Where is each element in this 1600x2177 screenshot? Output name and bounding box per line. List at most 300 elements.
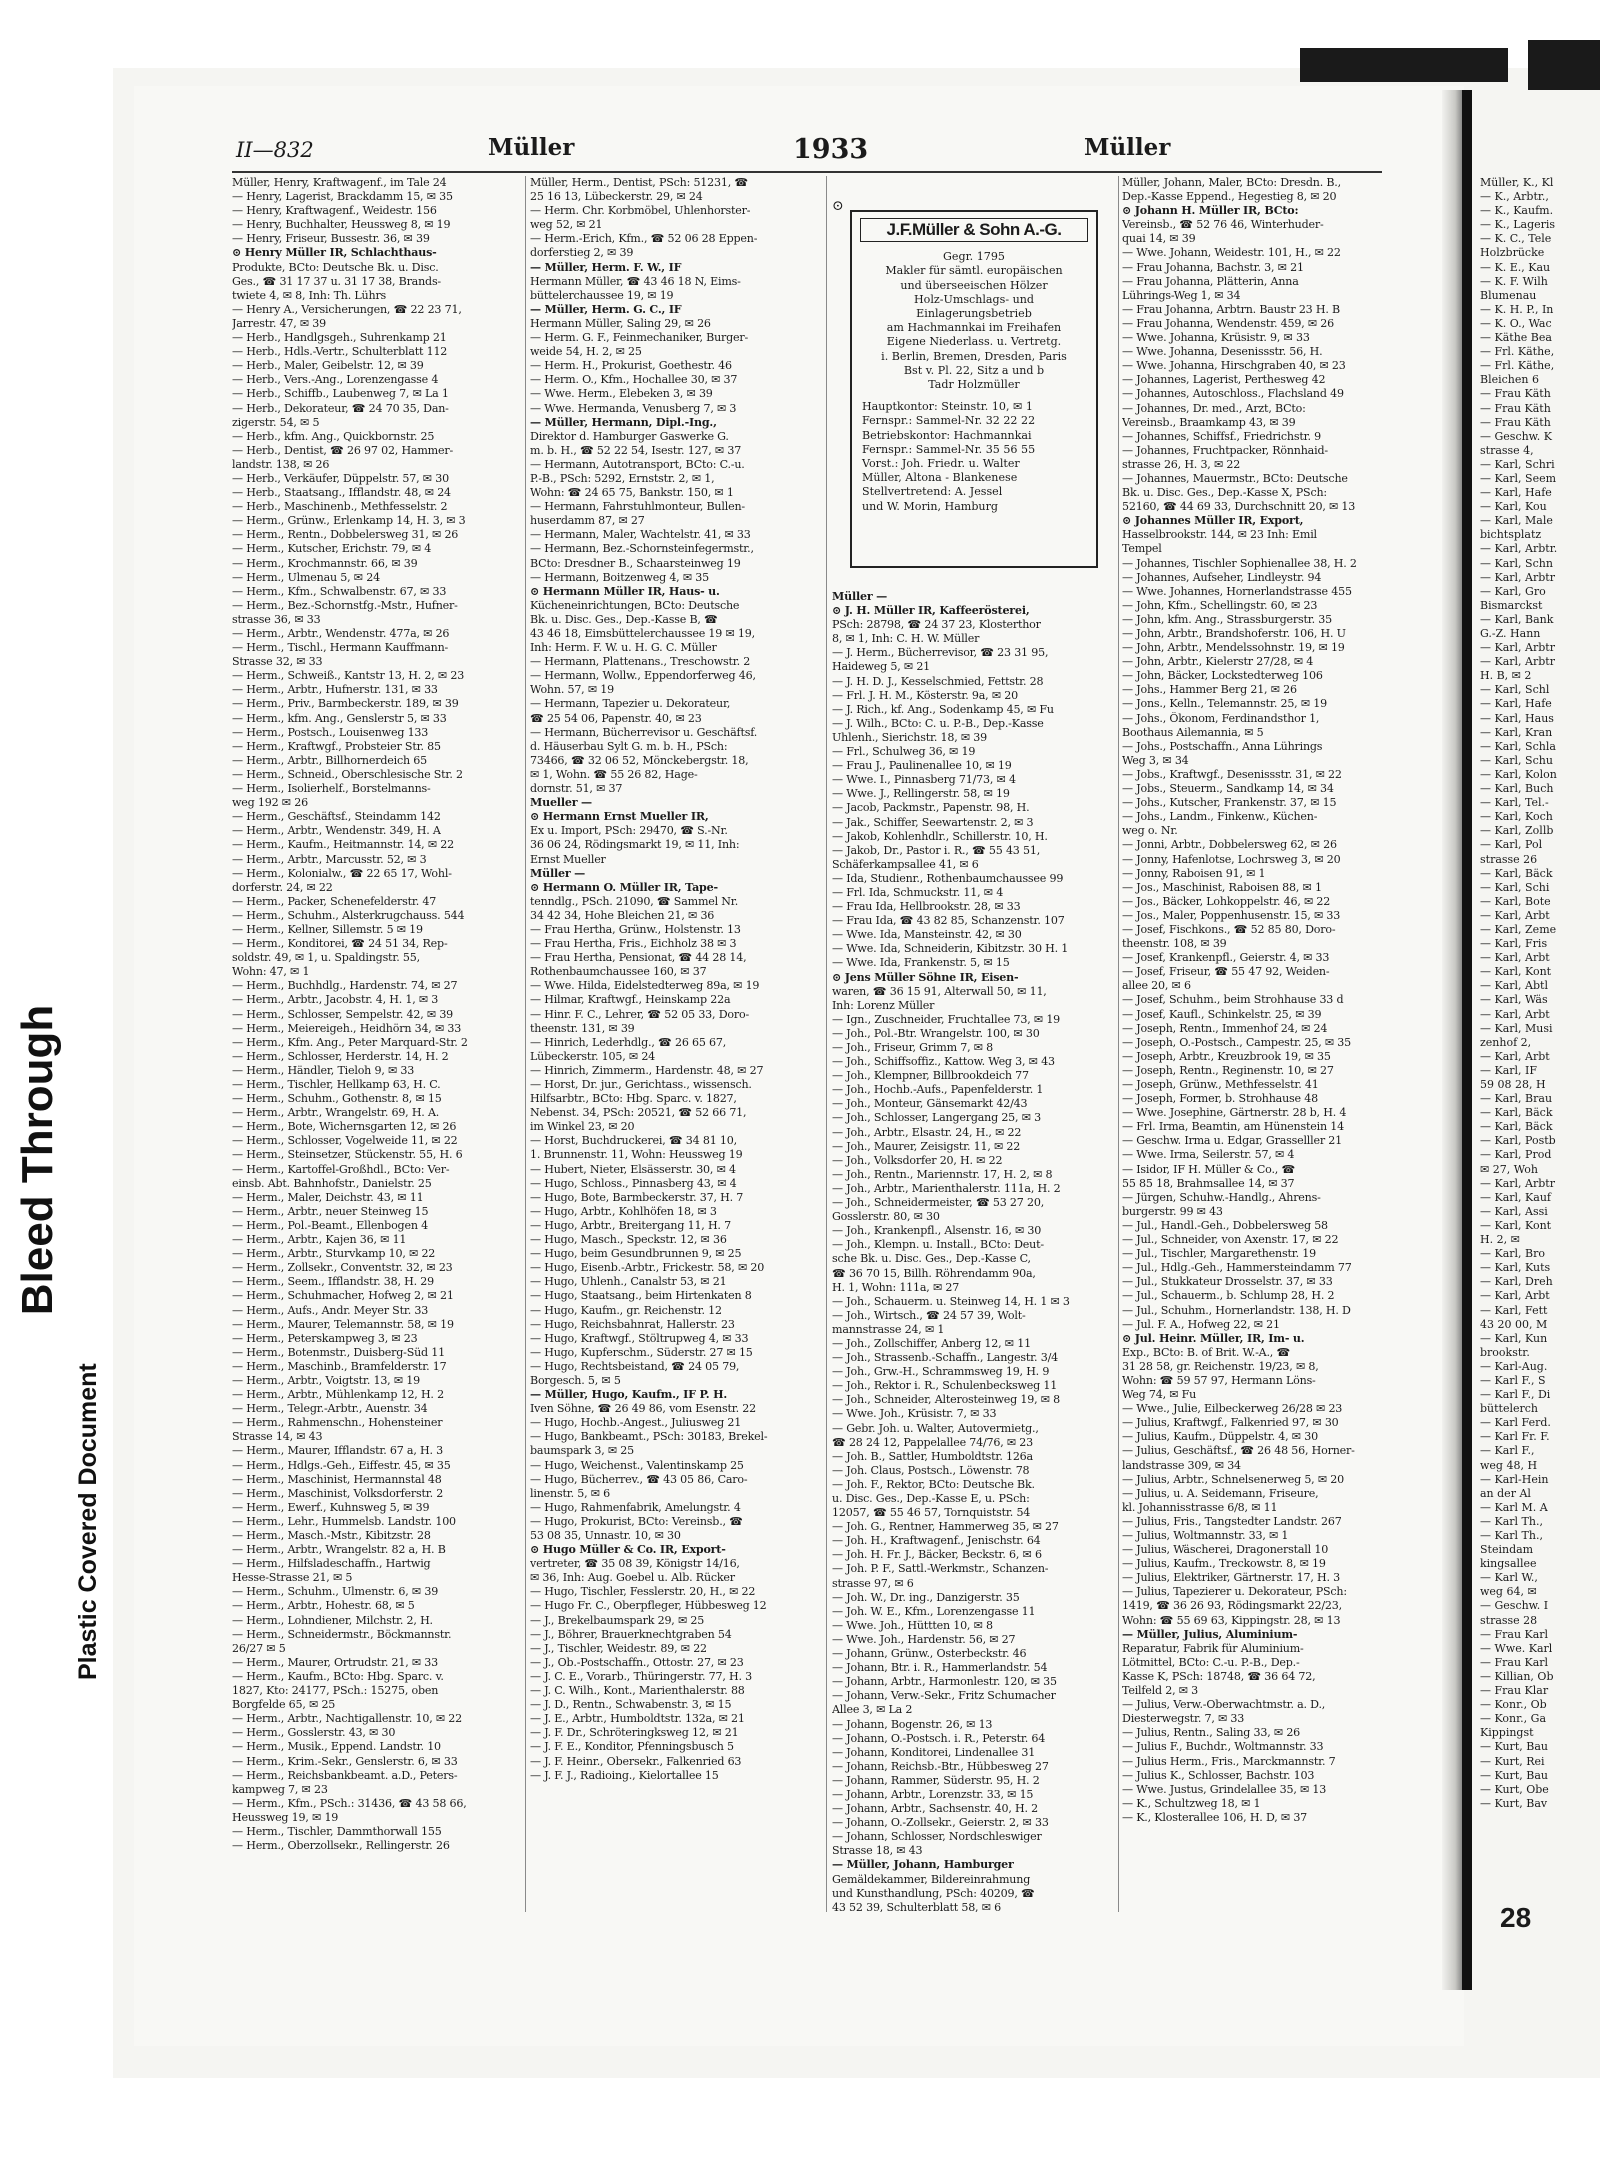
directory-entry-line: — Wwe. I., Pinnasberg 71/73, ✉ 4 [832,773,1016,787]
adjacent-page-line: — Karl, Schu [1480,753,1553,767]
directory-entry-line: — Wwe. Johann, Weidestr. 101, H., ✉ 22 [1122,246,1341,260]
directory-entry-line: — Herm., Kfm., PSch.: 31436, ☎ 43 58 66, [232,1796,467,1810]
directory-entry-line: — Frau Johanna, Wendenstr. 459, ✉ 26 [1122,316,1335,330]
directory-entry-line: — J., Tischler, Weidestr. 89, ✉ 22 [530,1641,707,1655]
ad-line: Tadr Holzmüller [928,378,1020,392]
directory-entry-line: tenndlg., PSch. 21090, ☎ Sammel Nr. [530,894,739,908]
side-label-line2: Plastic Covered Document [74,1363,102,1680]
directory-entry-line: — Hugo, Bankbeamt., PSch: 30183, Brekel- [530,1430,768,1444]
directory-entry-line: — Herm., Schneidermstr., Böckmannstr. [232,1627,452,1641]
directory-entry-line: — Wwe. Josephine, Gärtnerstr. 28 b, H. 4 [1122,1106,1347,1120]
directory-entry-line: Vereinsb., ☎ 52 76 46, Winterhuder- [1122,218,1324,232]
directory-column-2 [530,176,818,1912]
directory-entry-line: — Frau Johanna, Arbtrn. Baustr 23 H. B [1122,302,1340,316]
adjacent-page-line: — Frau Karl [1480,1655,1549,1669]
directory-entry-line: — Hubert, Nieter, Elsässerstr. 30, ✉ 4 [530,1162,736,1176]
directory-entry-line: — Hinrich, Lederhdlg., ☎ 26 65 67, [530,1035,727,1049]
directory-entry-line: — Hermann, Wollw., Eppendorferweg 46, [530,669,756,683]
directory-entry-line: — Joh., Monteur, Gänsemarkt 42/43 [832,1097,1028,1111]
directory-entry-line: — Frl. Ida, Schmuckstr. 11, ✉ 4 [832,885,1004,899]
adjacent-page-line: — Karl, Haus [1480,711,1554,725]
directory-entry-line: 1827, Kto: 24177, PSch.: 15275, oben [232,1684,439,1698]
directory-entry-line: — J. Wilh., BCto: C. u. P.-B., Dep.-Kasse [832,716,1044,730]
directory-entry-line: ☎ 36 70 15, Billh. Röhrendamm 90a, [832,1266,1036,1280]
directory-entry-line: — Josef, Schuhm., beim Strohhause 33 d [1122,993,1344,1007]
directory-entry-line: — Jul., Tischler, Margarethenstr. 19 [1122,1247,1316,1261]
adjacent-page-line: — Karl Th., [1480,1514,1543,1528]
directory-entry-line: — Johann, Rammer, Süderstr. 95, H. 2 [832,1773,1040,1787]
directory-entry-line: — Herm., Ewerf., Kuhnsweg 5, ✉ 39 [232,1500,430,1514]
ad-marker-icon: ⊙ [832,198,844,214]
directory-entry-line: — Herm., Zollsekr., Conventstr. 32, ✉ 23 [232,1261,453,1275]
directory-entry-line: — Hugo, Arbtr., Breitergang 11, H. 7 [530,1218,731,1232]
adjacent-page-line: — Karl, Arbtr [1480,641,1555,655]
directory-entry-line: — Hugo, Kaufm., gr. Reichenstr. 12 [530,1303,722,1317]
directory-entry-line: — Herm., Peterskampweg 3, ✉ 23 [232,1331,418,1345]
adjacent-page-line: — Kurt, Bav [1480,1796,1548,1810]
directory-entry-line: — Jak., Schiffer, Seewartenstr. 2, ✉ 3 [832,815,1034,829]
directory-entry-line: Iven Söhne, ☎ 26 49 86, vom Esenstr. 22 [530,1402,756,1416]
ad-line: Holz-Umschlags- und [913,292,1035,306]
directory-entry-line: soldstr. 49, ✉ 1, u. Spaldingstr. 55, [232,951,420,965]
directory-entry-line: — Wwe. Johanna, Desenissstr. 56, H. [1122,345,1323,359]
directory-entry-line: Inh: Herm. F. W. u. H. G. C. Müller [530,641,717,655]
directory-entry-line: — Joh. Claus, Postsch., Löwenstr. 78 [832,1463,1030,1477]
directory-entry-line: dornstr. 51, ✉ 37 [530,782,623,796]
directory-entry-line: Kücheneinrichtungen, BCto: Deutsche [530,598,740,612]
directory-entry-line: — Jürgen, Schuhw.-Handlg., Ahrens- [1122,1190,1321,1204]
directory-entry-line: — Josef, Fischkons., ☎ 52 85 80, Doro- [1122,922,1336,936]
adjacent-page-line: — K., Lageris [1480,218,1556,232]
directory-entry-line: Reparatur, Fabrik für Aluminium- [1122,1641,1304,1655]
directory-entry-line: — Joh., Schneidermeister, ☎ 53 27 20, [832,1196,1045,1210]
directory-entry-line: — Joh. W., Dr. ing., Danzigerstr. 35 [832,1590,1020,1604]
directory-entry-line: — Herm., Schlosser, Herderstr. 14, H. 2 [232,1049,449,1063]
directory-entry-line: Produkte, BCto: Deutsche Bk. u. Disc. [232,260,439,274]
adjacent-page-line: — Karl, Fett [1480,1303,1548,1317]
directory-entry-line: 43 46 18, Eimsbüttelerchaussee 19 ✉ 19, [530,627,755,640]
adjacent-page-line: — Karl W., [1480,1571,1538,1585]
directory-entry-line: Wohn: ☎ 24 65 75, Bankstr. 150, ✉ 1 [530,486,734,500]
directory-entry-line: — Wwe. J., Rellingerstr. 58, ✉ 19 [832,787,1010,801]
adjacent-page-line: — K. O., Wac [1480,316,1552,330]
directory-entry-line: — Herm., Kutscher, Erichstr. 79, ✉ 4 [232,542,432,556]
adjacent-page-line: — Karl, Bäck [1480,1120,1553,1134]
adjacent-page-line: — Karl, Bäck [1480,866,1553,880]
directory-entry-line: — Herm., Ulmenau 5, ✉ 24 [232,570,380,584]
directory-entry-line: — Johannes, Autoschloss., Flachsland 49 [1122,387,1344,401]
directory-entry-line: — Josef, Krankenpfl., Geierstr. 4, ✉ 33 [1122,951,1330,965]
directory-entry-line: 12057, ☎ 55 46 57, Tornquiststr. 54 [832,1506,1031,1520]
adjacent-page-line: — Karl Ferd. [1480,1416,1551,1430]
ad-contact [852,400,1096,514]
adjacent-page-line: — Kurt, Bau [1480,1768,1548,1782]
adjacent-page-line: zenhof 2, [1480,1035,1532,1049]
directory-entry-line: Wohn: ☎ 59 57 97, Hermann Löns- [1122,1373,1316,1387]
directory-column-4 [1122,176,1410,1912]
directory-entry-line: — Josef, Kaufl., Schinkelstr. 25, ✉ 39 [1122,1007,1322,1021]
directory-entry-line: — John, Arbtr., Mendelssohnstr. 19, ✉ 19 [1122,641,1345,655]
ad-description [852,250,1096,392]
directory-entry-line: 1. Brunnenstr. 11, Wohn: Heussweg 19 [530,1148,743,1162]
page-gutter-shadow [1442,90,1464,1990]
directory-entry-line: Müller, Herm., Dentist, PSch: 51231, ☎ [530,176,749,189]
directory-entry-line: — Henry A., Versicherungen, ☎ 22 23 71, [232,302,462,316]
adjacent-page-line: — Frau Klar [1480,1684,1549,1698]
directory-entry-line: — Herm. O., Kfm., Hochallee 30, ✉ 37 [530,373,738,387]
directory-entry-line: — Johs., Hammer Berg 21, ✉ 26 [1122,683,1297,697]
column-divider [826,176,827,1912]
directory-entry-line: ⊙ Henry Müller IR, Schlachthaus- [232,246,437,260]
page-gutter-binding [1462,90,1472,1990]
adjacent-page-line: — Kurt, Rei [1480,1754,1545,1768]
directory-entry-line: — Joseph, Arbtr., Kreuzbrook 19, ✉ 35 [1122,1049,1331,1063]
directory-entry-line: Teilfeld 2, ✉ 3 [1122,1684,1199,1698]
directory-entry-line: — Herm., Hilfsladeschaffn., Hartwig [232,1557,431,1571]
directory-entry-line: — Jacob, Packmstr., Papenstr. 98, H. [832,801,1030,815]
directory-entry-line: — Johann, Btr. i. R., Hammerlandstr. 54 [832,1661,1048,1675]
directory-entry-line: — Herm., Rahmenschn., Hohensteiner [232,1416,443,1430]
directory-entry-line: — J. Rich., kf. Ang., Sodenkamp 45, ✉ Fu [832,702,1054,716]
directory-entry-line: — Frl. J. H. M., Kösterstr. 9a, ✉ 20 [832,688,1018,702]
directory-entry-line: — Frl., Schulweg 36, ✉ 19 [832,745,976,759]
directory-entry-line: — Frau Hertha, Fris., Eichholz 38 ✉ 3 [530,937,737,951]
ad-line: Bst v. Pl. 22, Sitz a und b [903,363,1045,377]
directory-entry-line: ⊙ Hermann Ernst Mueller IR, [530,810,709,824]
directory-entry-line: — Müller, Johann, Hamburger [832,1858,1014,1872]
directory-entry-line: — Herm., Maler, Deichstr. 43, ✉ 11 [232,1190,424,1204]
directory-entry-line: u. Disc. Ges., Dep.-Kasse E, u. PSch: [832,1492,1030,1505]
directory-entry-line: Bk. u. Disc. Ges., Dep.-Kasse B, ☎ [530,612,718,626]
adjacent-page-line: — Karl, Male [1480,514,1553,528]
directory-entry-line: — Müller, Julius, Aluminium- [1122,1627,1298,1641]
adjacent-page-line: — Karl, Seem [1480,471,1557,485]
directory-entry-line: — Hermann, Maler, Wachtelstr. 41, ✉ 33 [530,528,751,542]
directory-entry-line: — Frau Hertha, Pensionat, ☎ 44 28 14, [530,951,747,965]
directory-entry-line: — Herm., Pol.-Beamt., Ellenbogen 4 [232,1218,428,1232]
directory-entry-line: ⊙ Jens Müller Söhne IR, Eisen- [832,970,1019,984]
adjacent-page-line: — Karl, Arbt [1480,908,1550,922]
directory-entry-line: — Jonny, Hafenlotse, Lochrsweg 3, ✉ 20 [1122,852,1341,866]
directory-entry-line: — Herm., Bote, Wichernsgarten 12, ✉ 26 [232,1120,457,1134]
adjacent-page-line: — Karl, Hafe [1480,486,1552,500]
directory-entry-line: — Wwe., Julie, Eilbeckerweg 26/28 ✉ 23 [1122,1402,1343,1416]
directory-entry-line: Ernst Mueller [530,852,606,866]
directory-entry-line: m. b. H., ☎ 52 22 54, Isestr. 127, ✉ 37 [530,443,742,457]
directory-entry-line: — Wwe. Johannes, Hornerlandstrasse 455 [1122,584,1352,598]
directory-entry-line: — Julius, Verw.-Oberwachtmstr. a. D., [1122,1698,1326,1712]
ad-contact-line: Fernspr.: Sammel-Nr. 35 56 55 [862,442,1036,456]
adjacent-page-line: — Karl Fr. F. [1480,1430,1550,1444]
adjacent-page-line: — Karl Th., [1480,1529,1543,1542]
directory-entry-line: 34 42 34, Hohe Bleichen 21, ✉ 36 [530,908,715,922]
directory-entry-line: landstrasse 309, ✉ 34 [1122,1458,1241,1472]
directory-entry-line: — John, Bäcker, Lockstedterweg 106 [1122,669,1323,683]
directory-entry-line: — Herm., Kaufm., Heitmannstr. 14, ✉ 22 [232,838,454,852]
directory-entry-line: Ges., ☎ 31 17 37 u. 31 17 38, Brands- [232,274,441,288]
directory-entry-line: — Herm., Kellner, Sillemstr. 5 ✉ 19 [232,922,423,936]
directory-entry-line: Hesse-Strasse 21, ✉ 5 [232,1571,353,1585]
directory-entry-line: — Hugo Fr. C., Oberpfleger, Hübbesweg 12 [530,1599,767,1613]
directory-entry-line: Lötmittel, BCto: C.-u. P.-B., Dep.- [1122,1655,1300,1669]
directory-entry-line: — Horst, Dr. jur., Gerichtass., wissensch. [530,1078,752,1091]
directory-entry-line: — Frau Hertha, Grünw., Holstenstr. 13 [530,922,741,936]
directory-entry-line: — Frau Ida, ☎ 43 82 85, Schanzenstr. 107 [832,914,1065,928]
directory-entry-line: — Isidor, IF H. Müller & Co., ☎ [1122,1162,1296,1176]
adjacent-page-line: — Karl, Kuts [1480,1261,1551,1275]
directory-entry-line: — Frau Ida, Hellbrookstr. 28, ✉ 33 [832,900,1021,914]
adjacent-page-line: G.-Z. Hann [1480,627,1541,640]
directory-entry-line: — Wwe. Herm., Elebeken 3, ✉ 39 [530,387,713,401]
directory-entry-line: — Herb., Maler, Geibelstr. 12, ✉ 39 [232,359,424,373]
directory-entry-line: — Joh., Klempn. u. Install., BCto: Deut- [832,1238,1044,1252]
directory-entry-line: — Herm., Isolierhelf., Borstelmanns- [232,782,431,796]
directory-entry-line: — Herm., Maurer, Ifflandstr. 67 a, H. 3 [232,1444,443,1458]
directory-entry-line: — Wwe. Ida, Frankenstr. 5, ✉ 15 [832,956,1010,970]
directory-entry-line: — Johann, Reichsb.-Btr., Hübbesweg 27 [832,1759,1049,1773]
adjacent-page-line: 43 20 00, M [1480,1317,1548,1331]
directory-entry-line: P.-B., PSch: 5292, Ernststr. 2, ✉ 1, [530,471,715,485]
directory-entry-line: — Joh., Klempner, Billbrookdeich 77 [832,1069,1029,1083]
directory-entry-line: Direktor d. Hamburger Gaswerke G. [530,429,729,443]
adjacent-page-line: — Karl, Arbt [1480,1007,1550,1021]
adjacent-page-line: Steindam [1480,1543,1534,1557]
directory-entry-line: — Jul., Handl.-Geh., Dobbelersweg 58 [1122,1218,1328,1232]
directory-entry-line: — Herm., Maschinist, Volksdorferstr. 2 [232,1486,444,1500]
directory-entry-line: Ex u. Import, PSch: 29470, ☎ S.-Nr. [530,824,728,838]
directory-entry-line: Wohn. 57, ✉ 19 [530,683,614,697]
directory-entry-line: — Wwe. Justus, Grindelallee 35, ✉ 13 [1122,1782,1327,1796]
directory-entry-line: — Herm., Botenmstr., Duisberg-Süd 11 [232,1345,445,1359]
directory-entry-line: Inh: Lorenz Müller [832,998,935,1012]
directory-entry-line: Müller — [832,590,888,603]
directory-entry-line: 55 85 18, Brahmsallee 14, ✉ 37 [1122,1176,1295,1190]
adjacent-page-line: — Karl, Prod [1480,1148,1552,1162]
directory-entry-line: — Herm., Arbtr., Hohestr. 68, ✉ 5 [232,1599,415,1613]
directory-column-1 [232,176,516,1912]
directory-entry-line: — Joh., Wirtsch., ☎ 24 57 39, Wolt- [832,1308,1026,1322]
directory-entry-line: Kasse K, PSch: 18748, ☎ 36 64 72, [1122,1669,1316,1683]
page-footer-number: 28 [1500,1902,1532,1933]
directory-entry-line: — Herm., Meiereigeh., Heidhörn 34, ✉ 33 [232,1021,462,1035]
adjacent-page-line: — Wwe. Karl [1480,1641,1553,1655]
directory-entry-line: — Ign., Zuschneider, Fruchtallee 73, ✉ 19 [832,1012,1061,1026]
directory-entry-line: — J. D., Rentn., Schwabenstr. 3, ✉ 15 [530,1698,732,1712]
directory-entry-line: kl. Johannisstrasse 6/8, ✉ 11 [1122,1500,1278,1514]
directory-entry-line: landstr. 138, ✉ 26 [232,457,330,471]
directory-entry-line: — Joh., Schiffsoffiz., Kattow. Weg 3, ✉ 43 [832,1055,1055,1069]
adjacent-page-line: — K., Arbtr., [1480,190,1549,204]
directory-entry-line: — Müller, Hugo, Kaufm., IF P. H. [530,1388,728,1402]
directory-entry-line: — Hugo, Schloss., Pinnasberg 43, ✉ 4 [530,1176,737,1190]
directory-entry-line: Haideweg 5, ✉ 21 [832,660,931,674]
directory-entry-line: — Herm., Arbtr., Marcusstr. 52, ✉ 3 [232,852,427,866]
directory-entry-line: — Herm., Reichsbankbeamt. a.D., Peters- [232,1768,458,1782]
adjacent-page-line: — Karl, Assi [1480,1204,1548,1218]
directory-entry-line: Tempel [1122,542,1162,556]
adjacent-page-line: — Karl F., S [1480,1373,1546,1387]
directory-entry-line: ✉ 1, Wohn. ☎ 55 26 82, Hage- [530,767,698,781]
directory-entry-line: — Julius, Tapezierer u. Dekorateur, PSch: [1122,1585,1347,1599]
directory-entry-line: twiete 4, ✉ 8, Inh: Th. Lührs [232,288,387,302]
directory-entry-line: — Henry, Lagerist, Brackdamm 15, ✉ 35 [232,190,453,204]
directory-entry-line: — Joh. B., Sattler, Humboldtstr. 126a [832,1449,1033,1463]
adjacent-page-line: — K. F. Wilh [1480,274,1548,288]
directory-entry-line: — Hilmar, Kraftwgf., Heinskamp 22a [530,993,731,1007]
adjacent-page-line: kingsallee [1480,1557,1537,1571]
directory-entry-line: — Joseph, Grünw., Methfesselstr. 41 [1122,1078,1319,1091]
directory-entry-line: — Herm., Telegr.-Arbtr., Auenstr. 34 [232,1402,428,1416]
directory-entry-line: huserdamm 87, ✉ 27 [530,514,645,528]
directory-entry-line: 53 08 35, Unnastr. 10, ✉ 30 [530,1529,681,1542]
directory-entry-line: weide 54, H. 2, ✉ 25 [530,345,642,359]
directory-entry-line: Borgesch. 5, ✉ 5 [530,1373,621,1387]
adjacent-page-line: — K., Kaufm. [1480,204,1554,218]
directory-entry-line: — Herm., Tischler, Dammthorwall 155 [232,1824,442,1838]
directory-entry-line: — Joh., Rentn., Mariennstr. 17, H. 2, ✉ 8 [832,1167,1053,1181]
adjacent-page-line: — Killian, Ob [1480,1669,1554,1683]
adjacent-page-line: — Frau Käth [1480,401,1551,415]
adjacent-page-line: Blumenau [1480,288,1537,302]
adjacent-page-line: — Karl, Arbtr [1480,570,1555,584]
directory-entry-line: Müller, Johann, Maler, BCto: Dresdn. B., [1122,176,1341,189]
directory-entry-line: ⊙ Johannes Müller IR, Export, [1122,514,1304,528]
directory-entry-line: — Herm., Schlosser, Sempelstr. 42, ✉ 39 [232,1007,454,1021]
directory-entry-line: — J. Herm., Bücherrevisor, ☎ 23 31 95, [832,646,1049,660]
adjacent-page-line: — Konr., Ga [1480,1712,1547,1726]
directory-entry-line: — Geschw. Irma u. Edgar, Grasselller 21 [1122,1134,1343,1148]
directory-entry-line: — Herm., Buchhdlg., Hardenstr. 74, ✉ 27 [232,979,458,993]
ad-contact-line: Hauptkontor: Steinstr. 10, ✉ 1 [862,400,1033,414]
directory-entry-line: — Julius K., Schlosser, Bachstr. 103 [1122,1768,1315,1782]
directory-entry-line: — Herm., Geschäftsf., Steindamm 142 [232,810,441,824]
column-divider [525,176,526,1912]
directory-entry-line: Diesterwegstr. 7, ✉ 33 [1122,1712,1245,1726]
adjacent-page-line: Bleichen 6 [1480,373,1539,387]
adjacent-page-line: — Karl, Schi [1480,880,1550,894]
directory-entry-line: 25 16 13, Lübeckerstr. 29, ✉ 24 [530,190,703,204]
directory-entry-line: — Herm., Priv., Barmbeckerstr. 189, ✉ 39 [232,697,459,711]
directory-entry-line: — Hugo, Weichenst., Valentinskamp 25 [530,1458,744,1472]
directory-entry-line: — J. F. Dr., Schröteringksweg 12, ✉ 21 [530,1726,739,1740]
directory-entry-line: — Hugo, Bote, Barmbeckerstr. 37, H. 7 [530,1190,744,1204]
ad-line: i. Berlin, Bremen, Dresden, Paris [881,349,1067,363]
directory-entry-line: — Jobs., Steuerm., Sandkamp 14, ✉ 34 [1122,782,1334,796]
adjacent-page-line: — Karl, Buch [1480,782,1554,796]
directory-entry-line: — Johann, Arbtr., Lorenzstr. 33, ✉ 15 [832,1787,1034,1801]
directory-entry-line: — Wwe. Johanna, Krüsistr. 9, ✉ 33 [1122,331,1310,345]
directory-entry-line: baumspark 3, ✉ 25 [530,1444,634,1458]
directory-entry-line: — Johs., Kutscher, Frankenstr. 37, ✉ 15 [1122,796,1337,810]
directory-entry-line: — Jul. F. A., Hofweg 22, ✉ 21 [1122,1317,1280,1331]
adjacent-page-line: — Geschw. I [1480,1599,1549,1613]
directory-entry-line: Bk. u. Disc. Ges., Dep.-Kasse X, PSch: [1122,486,1327,500]
directory-entry-line: — J. H. D. J., Kesselschmied, Fettstr. 28 [832,674,1044,688]
directory-entry-line: — Herm., Konditorei, ☎ 24 51 34, Rep- [232,937,448,951]
directory-entry-line: Gosslerstr. 80, ✉ 30 [832,1210,940,1224]
directory-entry-line: — Joh. H. Fr. J., Bäcker, Beckstr. 6, ✉ 6 [832,1548,1042,1562]
adjacent-page-line: — Karl, Schri [1480,457,1555,471]
adjacent-page-line: strasse 4, [1480,443,1534,457]
directory-entry-line: — J. C. Wilh., Kont., Marienthalerstr. 88 [530,1684,745,1698]
directory-entry-line: — Julius, Wäscherei, Dragonerstall 10 [1122,1543,1329,1557]
directory-entry-line: — Johann, O.-Zollsekr., Geierstr. 2, ✉ 33 [832,1816,1049,1830]
adjacent-page-line: — Geschw. K [1480,429,1553,443]
directory-entry-line: — Herm., Arbtr., Nachtigallenstr. 10, ✉ 22 [232,1712,463,1726]
directory-entry-line: — Hugo, Prokurist, BCto: Vereinsb., ☎ [530,1514,743,1528]
directory-entry-line: quai 14, ✉ 39 [1122,232,1196,246]
adjacent-page-line: — Karl, Postb [1480,1134,1556,1148]
adjacent-page-line: — Karl, Kauf [1480,1190,1551,1204]
directory-entry-line: — Joh., Volksdorfer 20, H. ✉ 22 [832,1153,1003,1167]
adjacent-page-line: — Karl, Pol [1480,838,1543,852]
adjacent-page-line: Kippingst [1480,1726,1534,1740]
directory-entry-line: Uhlenh., Sierichstr. 18, ✉ 39 [832,730,987,744]
directory-entry-line: Borgfelde 65, ✉ 25 [232,1698,336,1712]
directory-entry-line: — Herm., Bez.-Schornstfg.-Mstr., Hufner- [232,598,458,612]
page-number: II—832 [236,138,314,162]
directory-entry-line: allee 20, ✉ 6 [1122,979,1191,993]
directory-entry-line: — Herm., Oberzollsekr., Rellingerstr. 26 [232,1839,450,1853]
directory-entry-line: 26/27 ✉ 5 [232,1641,286,1655]
directory-entry-line: — Julius F., Buchdr., Woltmannstr. 33 [1122,1740,1324,1754]
directory-entry-line: — Hugo, Kupferschm., Süderstr. 27 ✉ 15 [530,1345,753,1359]
adjacent-page-line: weg 64, ✉ [1480,1585,1537,1599]
directory-entry-line: — Gebr. Joh. u. Walter, Autovermietg., [832,1421,1039,1435]
directory-entry-line: sche Bk. u. Disc. Ges., Dep.-Kasse C, [832,1252,1031,1266]
directory-entry-line: — John, kfm. Ang., Strassburgerstr. 35 [1122,612,1333,626]
directory-entry-line: — Wwe. Ida, Mansteinstr. 42, ✉ 30 [832,928,1022,942]
directory-entry-line: 1419, ☎ 36 26 93, Rödingsmarkt 22/23, [1122,1599,1342,1613]
directory-entry-line: — Wwe. Hilda, Eidelstedterweg 89a, ✉ 19 [530,979,760,993]
directory-entry-line: — Herm., Schneid., Oberschlesische Str. 2 [232,767,463,781]
directory-entry-line: — Jakob, Kohlenhdlr., Schillerstr. 10, H. [832,829,1048,843]
directory-entry-line: — Johann, O.-Postsch. i. R., Peterstr. 64 [832,1731,1046,1745]
directory-entry-line: — Herm., Arbtr., Wrangelstr. 69, H. A. [232,1106,440,1120]
adjacent-page-line: 59 08 28, H [1480,1078,1546,1091]
adjacent-page-column [1480,176,1600,1912]
directory-entry-line: — Julius, Kraftwgf., Falkenried 97, ✉ 30 [1122,1416,1339,1430]
directory-entry-line: — Wwe. Irma, Seilerstr. 57, ✉ 4 [1122,1148,1295,1162]
directory-entry-line: Hermann Müller, ☎ 43 46 18 N, Eims- [530,274,741,288]
directory-entry-line: — Joseph, Rentn., Immenhof 24, ✉ 24 [1122,1021,1328,1035]
directory-entry-line: — Herb., Staatsang., Ifflandstr. 48, ✉ 24 [232,486,451,500]
directory-entry-line: — Herm., Packer, Schenefelderstr. 47 [232,894,437,908]
adjacent-page-line: — Karl, Abtl [1480,979,1548,993]
side-label-svg [8,640,118,1680]
directory-entry-line: — J., Brekelbaumspark 29, ✉ 25 [530,1613,705,1627]
directory-entry-line: — Johannes, Aufseher, Lindleystr. 94 [1122,570,1322,584]
directory-entry-line: — Frau J., Paulinenallee 10, ✉ 19 [832,759,1012,773]
directory-entry-line: — Julius, Kaufm., Treckowstr. 8, ✉ 19 [1122,1557,1326,1571]
header-year: 1933 [793,134,869,165]
directory-entry-line: — Herm., Krochmannstr. 66, ✉ 39 [232,556,418,570]
directory-entry-line: — Herm.-Erich, Kfm., ☎ 52 06 28 Eppen- [530,232,758,246]
directory-entry-line: — Jakob, Dr., Pastor i. R., ☎ 55 43 51, [832,843,1041,857]
directory-entry-line: — Herm., Gosslerstr. 43, ✉ 30 [232,1726,396,1740]
directory-entry-line: — Hugo, Uhlenh., Canalstr 53, ✉ 21 [530,1275,727,1289]
directory-entry-line: — Joh. H., Kraftwagenf., Jenischstr. 64 [832,1534,1041,1548]
directory-entry-line: — Herm., Schuhm., Alsterkrugchauss. 544 [232,908,465,922]
directory-entry-line: — Herm., Hdlgs.-Geh., Eiffestr. 45, ✉ 35 [232,1458,451,1472]
directory-entry-line: — Herm., kfm. Ang., Genslerstr 5, ✉ 33 [232,711,447,725]
directory-entry-line: — Herm., Maschinist, Hermannstal 48 [232,1472,442,1486]
side-label-line1: Bleed Through [13,1004,62,1316]
directory-entry-line: — Johann, Arbtr., Harmonlestr. 120, ✉ 35 [832,1675,1057,1689]
adjacent-page-line: — Karl, Brau [1480,1092,1553,1106]
adjacent-page-line: — Karl, Zeme [1480,922,1557,936]
ad-contact-line: Müller, Altona - Blankenese [862,471,1018,485]
